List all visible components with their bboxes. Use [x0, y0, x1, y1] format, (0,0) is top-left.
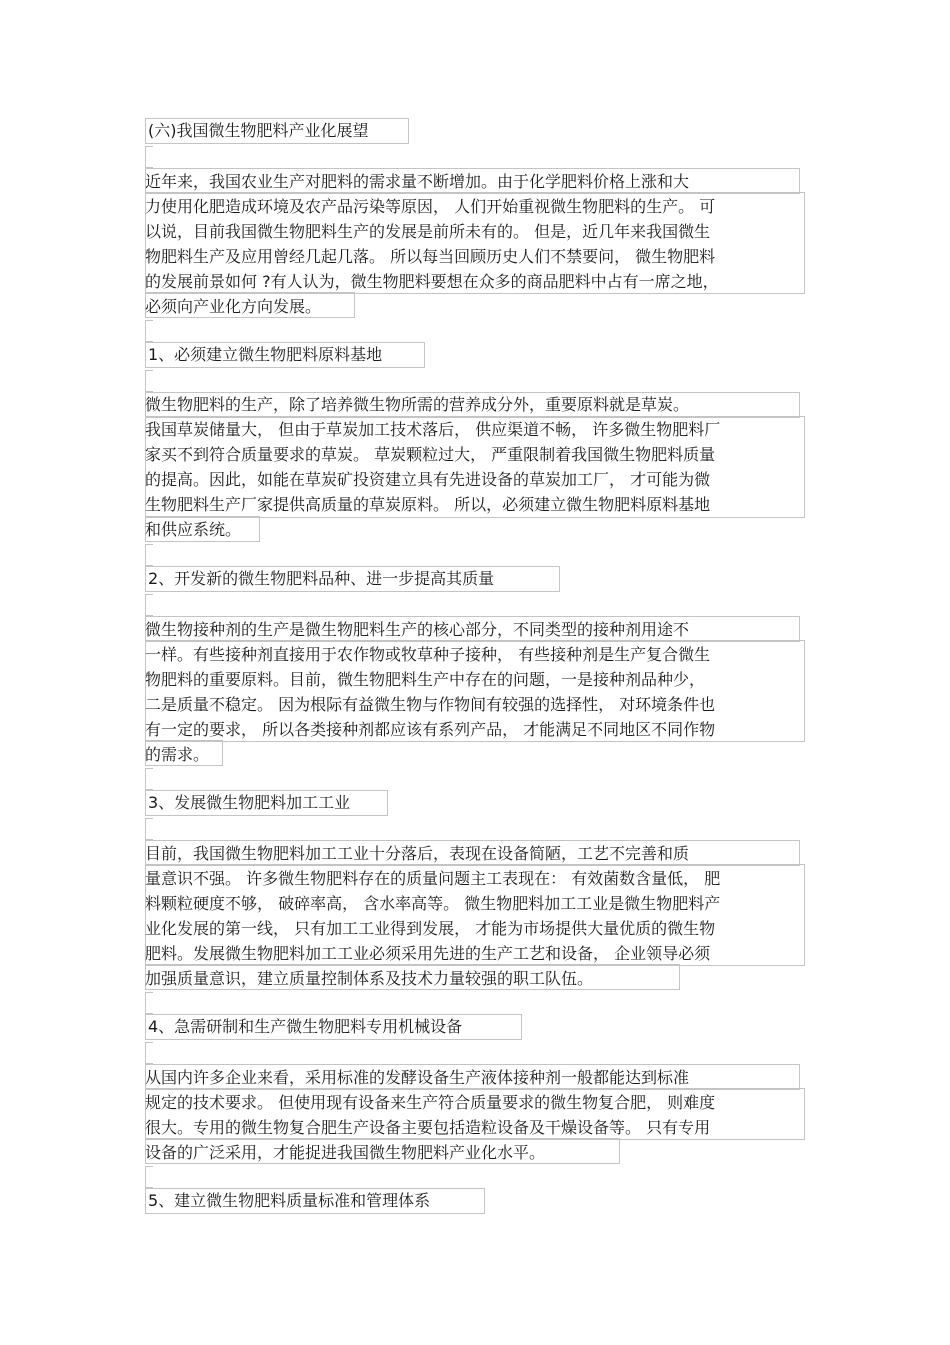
frame-stub: [145, 146, 153, 168]
paragraph-line: 二是质量不稳定。 因为根际有益微生物与作物间有较强的选择性， 对环境条件也: [145, 695, 716, 714]
paragraph-line: 业化发展的第一线， 只有加工工业得到发展， 才能为市场提供大量优质的微生物: [145, 919, 716, 938]
section-paragraph: [145, 169, 719, 319]
paragraph-line: 一样。有些接种剂直接用于农作物或牧草种子接种， 有些接种剂是生产复合微生: [145, 645, 711, 664]
paragraph-line: 微生物肥料的生产，除了培养微生物所需的营养成分外，重要原料就是草炭。: [145, 395, 690, 414]
section-heading: (六)我国微生物肥料产业化展望: [148, 121, 369, 140]
frame-stub: [145, 544, 153, 566]
frame-stub: [145, 370, 153, 392]
paragraph-line: 物肥料的重要原料。目前，微生物肥料生产中存在的问题，一是接种剂品种少，: [145, 670, 706, 689]
paragraph-line: 很大。专用的微生物复合肥生产设备主要包括造粒设备及干燥设备等。 只有专用: [145, 1118, 711, 1137]
paragraph-line: 料颗粒硬度不够， 破碎率高， 含水率高等。 微生物肥料加工工业是微生物肥料产: [145, 894, 721, 913]
paragraph-line: 的发展前景如何 ?有人认为，微生物肥料要想在众多的商品肥料中占有一席之地，: [145, 272, 719, 291]
section-heading: 1、必须建立微生物肥料原料基地: [148, 345, 383, 364]
frame-stub: [145, 1042, 153, 1064]
paragraph-line: 我国草炭储量大， 但由于草炭加工技术落后， 供应渠道不畅， 许多微生物肥料厂: [145, 420, 721, 439]
paragraph-line: 目前，我国微生物肥料加工工业十分落后，表现在设备简陋，工艺不完善和质: [145, 844, 690, 863]
paragraph-line: 物肥料生产及应用曾经几起几落。 所以每当回顾历史人们不禁要问， 微生物肥料: [145, 247, 716, 266]
section-paragraph: [145, 617, 715, 767]
paragraph-line: 加强质量意识，建立质量控制体系及技术力量较强的职工队伍。: [145, 969, 594, 988]
paragraph-line: 以说，目前我国微生物肥料生产的发展是前所未有的。 但是，近几年来我国微生: [145, 222, 711, 241]
frame-stub: [145, 992, 153, 1014]
paragraph-line: 力使用化肥造成环境及农产品污染等原因， 人们开始重视微生物肥料的生产。 可: [145, 197, 716, 216]
section-paragraph: [145, 841, 720, 991]
section-heading: 2、开发新的微生物肥料品种、进一步提高其质量: [148, 569, 495, 588]
paragraph-line: 近年来，我国农业生产对肥料的需求量不断增加。由于化学肥料价格上涨和大: [145, 172, 690, 191]
frame-stub: [145, 594, 153, 616]
paragraph-line: 规定的技术要求。 但使用现有设备来生产符合质量要求的微生物复合肥， 则难度: [145, 1093, 716, 1112]
paragraph-line: 微生物接种剂的生产是微生物肥料生产的核心部分，不同类型的接种剂用途不: [145, 620, 690, 639]
frame-stub: [145, 818, 153, 840]
paragraph-line: 设备的广泛采用，才能捉进我国微生物肥料产业化水平。: [145, 1143, 546, 1162]
paragraph-line: 量意识不强。 许多微生物肥料存在的质量问题主工表现在： 有效菌数含量低， 肥: [145, 869, 721, 888]
section-heading: 4、急需研制和生产微生物肥料专用机械设备: [148, 1017, 463, 1036]
frame-stub: [145, 320, 153, 342]
paragraph-line: 和供应系统。: [145, 520, 242, 539]
paragraph-line: 生物肥料生产厂家提供高质量的草炭原料。 所以，必须建立微生物肥料原料基地: [145, 495, 711, 514]
section-paragraph: [145, 1065, 715, 1165]
paragraph-line: 有一定的要求， 所以各类接种剂都应该有系列产品， 才能满足不同地区不同作物: [145, 720, 716, 739]
paragraph-line: 家买不到符合质量要求的草炭。 草炭颗粒过大， 严重限制着我国微生物肥料质量: [145, 445, 716, 464]
paragraph-line: 的需求。: [145, 745, 210, 764]
section-paragraph: [145, 392, 720, 542]
section-heading: 3、发展微生物肥料加工工业: [148, 793, 351, 812]
paragraph-line: 从国内许多企业来看，采用标准的发酵设备生产液体接种剂一般都能达到标准: [145, 1068, 690, 1087]
paragraph-line: 必须向产业化方向发展。: [145, 297, 322, 316]
paragraph-line: 的提高。因此，如能在草炭矿投资建立具有先进设备的草炭加工厂， 才可能为微: [145, 470, 711, 489]
frame-stub: [145, 768, 153, 790]
frame-stub: [145, 1166, 153, 1188]
paragraph-line: 肥料。发展微生物肥料加工工业必须采用先进的生产工艺和设备， 企业领导必须: [145, 944, 711, 963]
section-heading: 5、建立微生物肥料质量标准和管理体系: [148, 1191, 431, 1210]
